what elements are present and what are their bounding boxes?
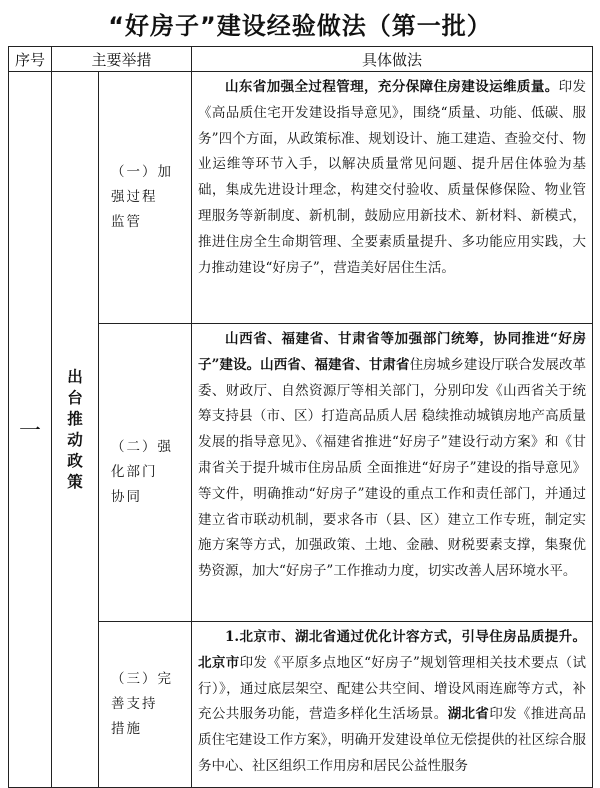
document-title: “好房子”建设经验做法（第一批） bbox=[108, 12, 492, 40]
detail-paragraph bbox=[198, 327, 586, 585]
detail-lead: 1.北京市、湖北省通过优化计容方式，引导住房品质提升。北京市 bbox=[198, 629, 587, 671]
detail-lead: 山东省加强全过程管理，充分保障住房建设运维质量。 bbox=[225, 79, 559, 95]
detail-cell bbox=[192, 324, 593, 622]
detail-paragraph bbox=[198, 625, 586, 780]
category-char: 出 bbox=[67, 367, 83, 386]
category-char: 动 bbox=[67, 430, 83, 449]
header-seq: 序号 bbox=[9, 47, 52, 72]
measure-line: （二）强 bbox=[111, 439, 173, 455]
detail-cell bbox=[192, 72, 593, 324]
category-char: 政 bbox=[67, 451, 83, 470]
category-char: 推 bbox=[67, 409, 83, 428]
detail-body: 住房城乡建设厅联合发展改革委、财政厅、自然资源厅等相关部门，分别印发《山西省关于统筹支持县（市、区）打造高品质人居 稳续推动城镇房地产高质量发展的指导意见》、《福建省推进“好房子”建设行动方案》和《甘肃省关于提升城市住房品质 全面推进“好房子”建设的指导意见》等文件，明确推动“好房子”建设的重点工作和责任部门，并通过建立省市联动机制，要求各市（县、区）建立工作专班，制定实施方案等方式，加强政策、土地、金融、财税要素支撑，集聚优势资源，加大“好房子”工作推动力度，切实改善人居环境水平。 bbox=[198, 356, 587, 580]
detail-body: 印发《平原多点地区“好房子”规划管理相关技术要点（试行）》，通过底层架空、配建公共空间、增设风雨连廊等方式，补充公共服务功能，营造多样化生活场景。 bbox=[198, 654, 587, 723]
table-row bbox=[9, 72, 593, 324]
measure-line: （一）加 bbox=[111, 164, 173, 180]
measure-cell bbox=[99, 324, 192, 622]
measure-cell bbox=[99, 72, 192, 324]
measure-line: （三）完 bbox=[111, 671, 173, 687]
header-measures: 主要举措 bbox=[52, 47, 192, 72]
detail-lead: 山西省、福建省、甘肃省等加强部门统筹，协同推进“好房子”建设。山西省、福建省、甘肃省 bbox=[198, 331, 587, 373]
header-detail: 具体做法 bbox=[192, 47, 593, 72]
detail-body: 印发《高品质住宅开发建设指导意见》，围绕“质量、功能、低碳、服务”四个方面，从政策标准、规划设计、施工建造、查验交付、物业运维等环节入手，以解决质量常见问题、提升居住体验为基础，集成先进设计理念，构建交付验收、质量保修保险、物业管理服务等新制度、新机制，鼓励应用新技术、新材料、新模式，推进住房全生命期管理、全要素质量提升、多功能应用实践，大力推动建设“好房子”，营造美好居住生活。 bbox=[198, 79, 587, 276]
measures-table bbox=[8, 46, 593, 788]
measure-line: 措施 bbox=[111, 721, 142, 737]
detail-paragraph bbox=[198, 75, 586, 281]
detail-cell bbox=[192, 622, 593, 788]
measure-line: 化部门 bbox=[111, 464, 158, 480]
detail-lead: 湖北省 bbox=[447, 706, 490, 723]
measure-cell bbox=[99, 622, 192, 788]
section-category bbox=[52, 72, 99, 788]
measure-line: 强过程 bbox=[111, 189, 158, 205]
measure-line: 协同 bbox=[111, 489, 142, 505]
measure-line: 善支持 bbox=[111, 696, 158, 712]
detail-body: 印发《推进高品质住宅建设工作方案》，明确开发建设单位无偿提供的社区综合服务中心、社区组织工作用房和居民公益性服务 bbox=[198, 706, 587, 774]
category-char: 台 bbox=[67, 388, 83, 407]
measure-line: 监管 bbox=[111, 214, 142, 230]
section-number: 一 bbox=[9, 72, 52, 788]
table-header-row bbox=[9, 47, 593, 72]
category-char: 策 bbox=[67, 472, 83, 491]
